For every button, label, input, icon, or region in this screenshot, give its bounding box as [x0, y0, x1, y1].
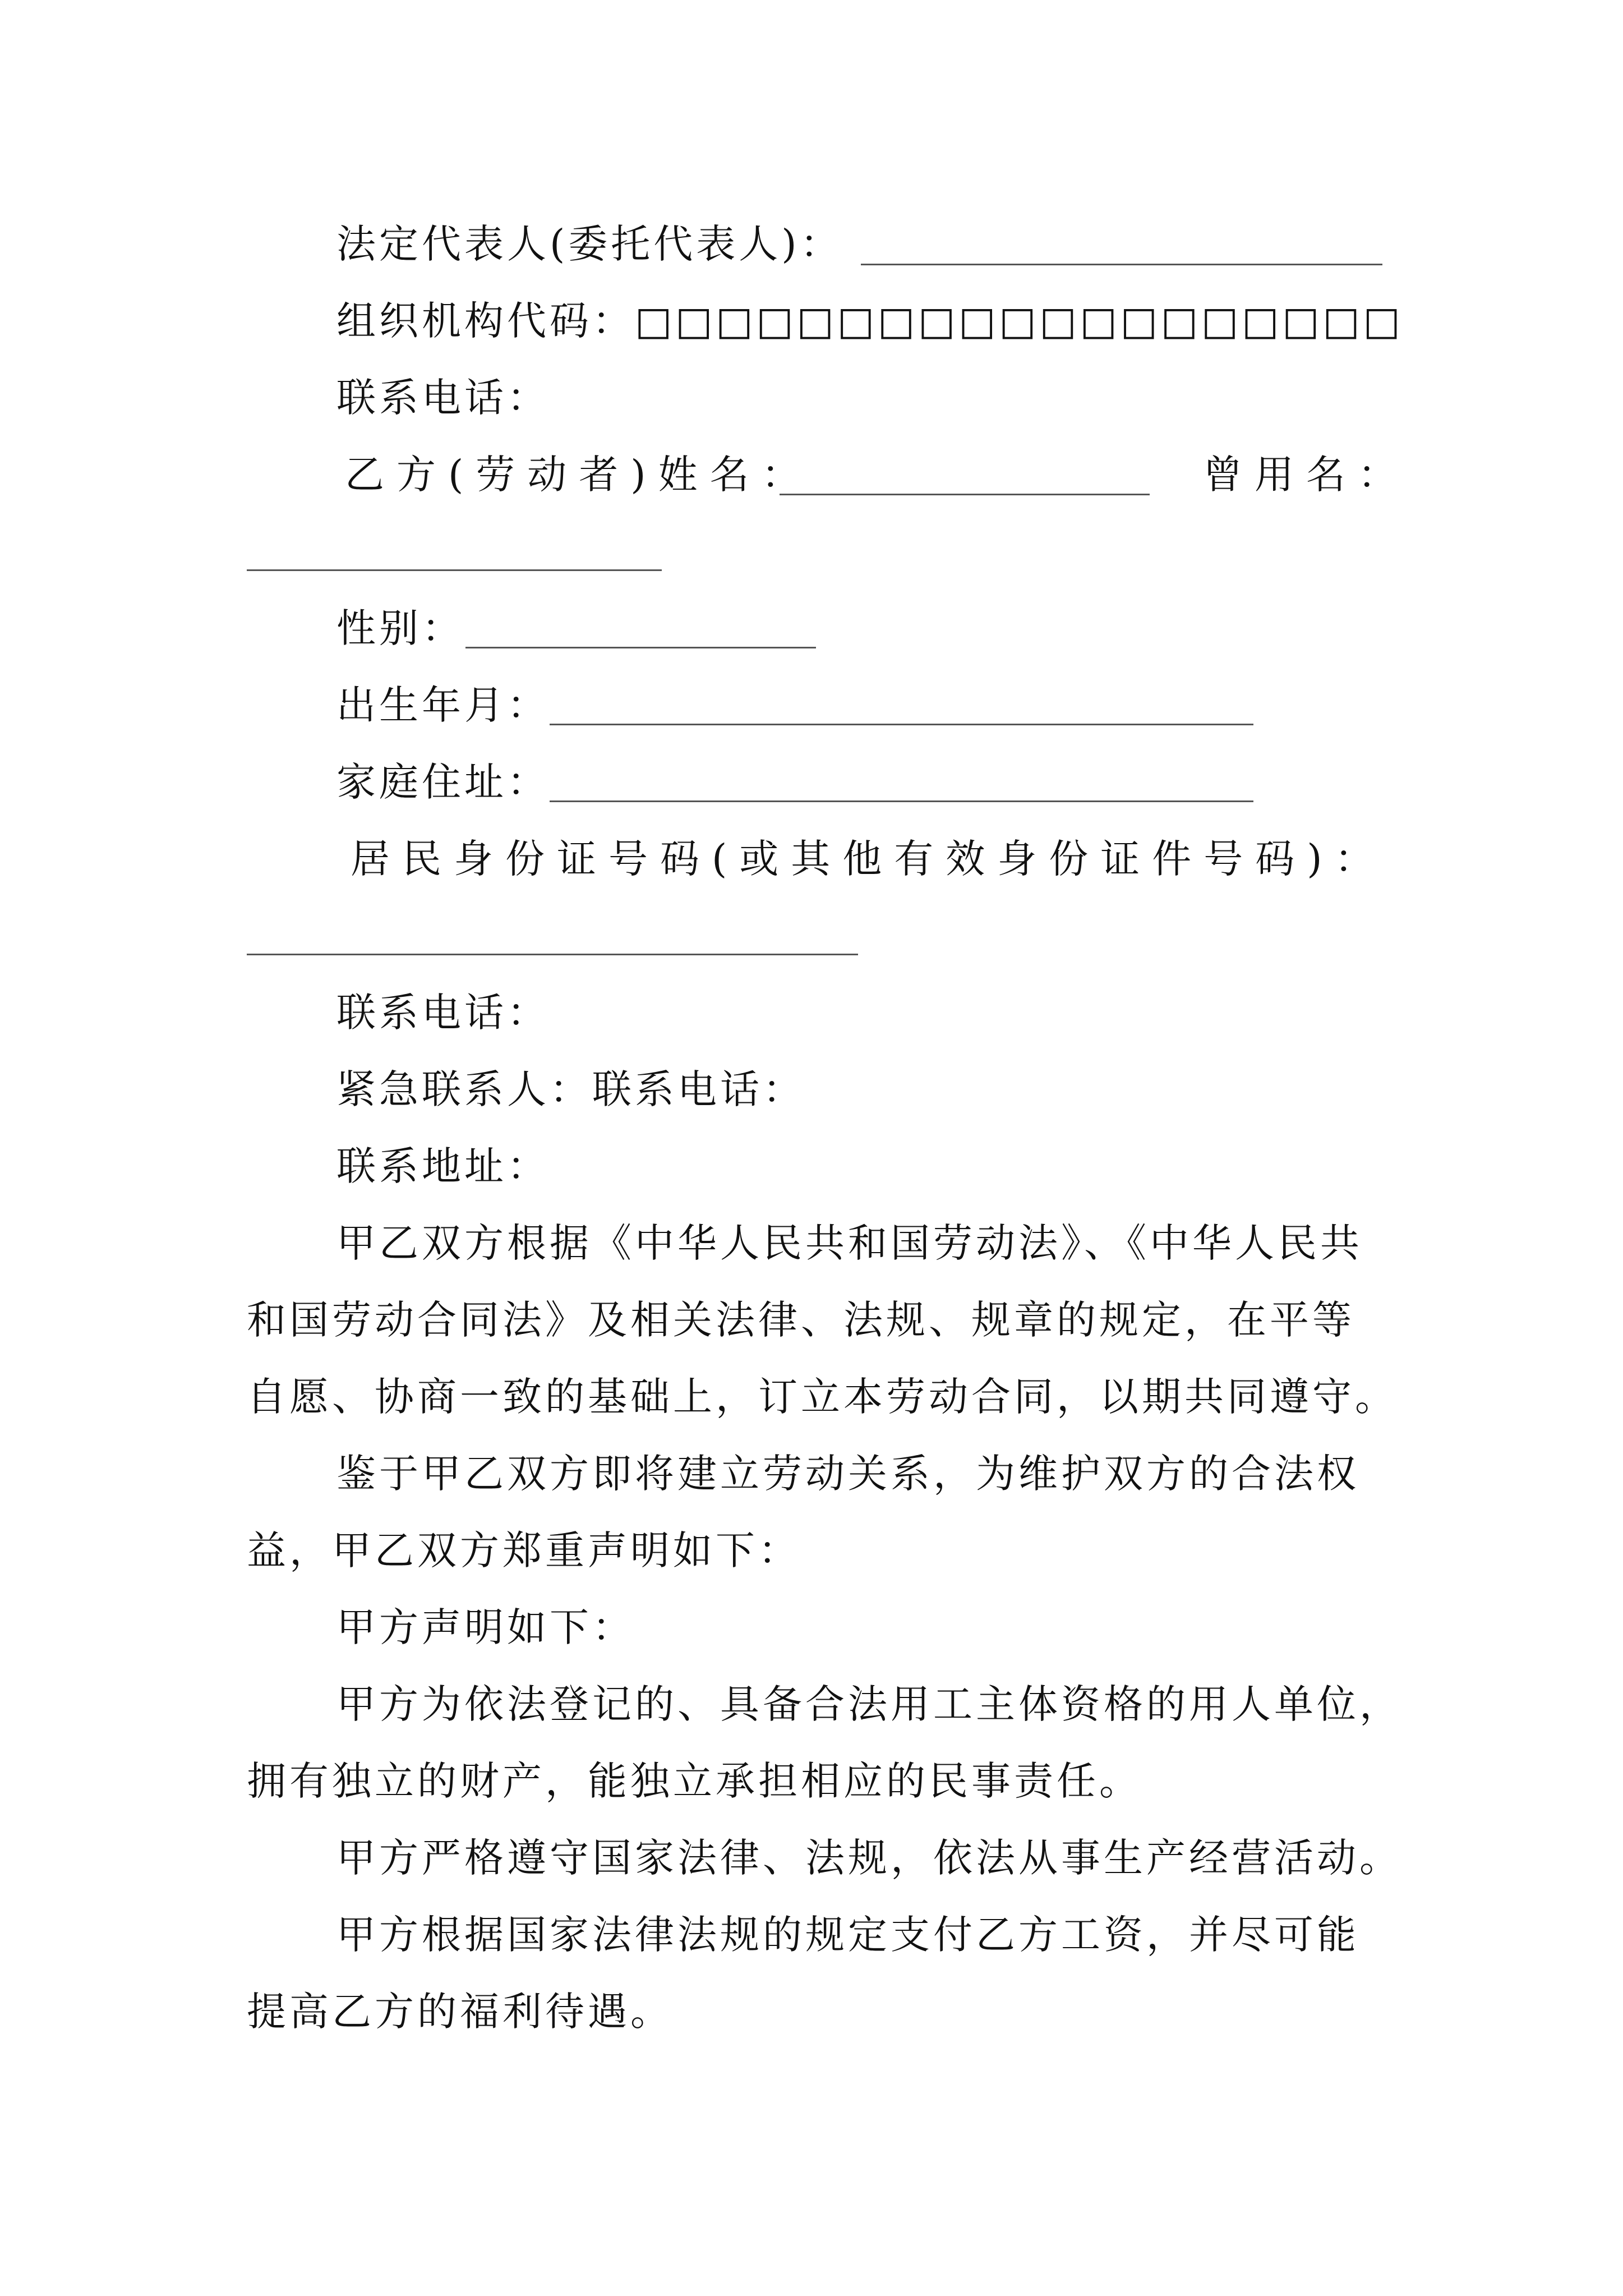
birth-date-blank [550, 724, 1253, 725]
legal-representative-blank [861, 264, 1382, 265]
former-name-label: 曾用名： [1203, 452, 1409, 498]
legal-representative-label: 法定代表人(委托代表人)： [336, 221, 843, 267]
paragraph-1-line-1: 甲乙双方根据《中华人民共和国劳动法》、《中华人民共 [336, 1220, 1363, 1266]
paragraph-6-line-2: 提高乙方的福利待遇。 [247, 1989, 673, 2035]
contact-address-label: 联系地址： [336, 1143, 550, 1189]
birth-date-label: 出生年月： [336, 682, 550, 728]
gender-blank [465, 647, 816, 648]
paragraph-5-line-1: 甲方严格遵守国家法律、法规，依法从事生产经营活动。 [336, 1835, 1402, 1881]
employee-phone-label: 联系电话： [336, 990, 550, 1036]
organization-code-label: 组织机构代码：□□□□□□□□□□□□□□□□□□□ [336, 298, 1404, 344]
paragraph-1-line-2: 和国劳动合同法》及相关法律、法规、规章的规定，在平等 [247, 1297, 1355, 1343]
former-name-blank [247, 569, 662, 571]
id-number-label: 居民身份证号码(或其他有效身份证件号码)： [351, 836, 1386, 882]
employee-name-blank [780, 494, 1150, 495]
employer-phone-label: 联系电话： [336, 375, 550, 421]
gender-label: 性别： [336, 605, 464, 651]
paragraph-2-line-2: 益，甲乙双方郑重声明如下： [247, 1527, 801, 1573]
paragraph-3-line-1: 甲方声明如下： [336, 1604, 635, 1650]
paragraph-4-line-1: 甲方为依法登记的、具备合法用工主体资格的用人单位， [336, 1681, 1402, 1727]
id-number-blank [247, 954, 858, 955]
paragraph-4-line-2: 拥有独立的财产，能独立承担相应的民事责任。 [247, 1758, 1142, 1804]
home-address-label: 家庭住址： [336, 759, 550, 805]
paragraph-6-line-1: 甲方根据国家法律法规的规定支付乙方工资，并尽可能 [336, 1912, 1359, 1958]
employee-name-label: 乙方(劳动者)姓名： [345, 452, 813, 498]
paragraph-1-line-3: 自愿、协商一致的基础上，订立本劳动合同，以期共同遵守。 [247, 1374, 1398, 1420]
paragraph-2-line-1: 鉴于甲乙双方即将建立劳动关系，为维护双方的合法权 [336, 1451, 1359, 1497]
emergency-contact-label: 紧急联系人：联系电话： [336, 1066, 805, 1112]
home-address-blank [550, 800, 1253, 802]
